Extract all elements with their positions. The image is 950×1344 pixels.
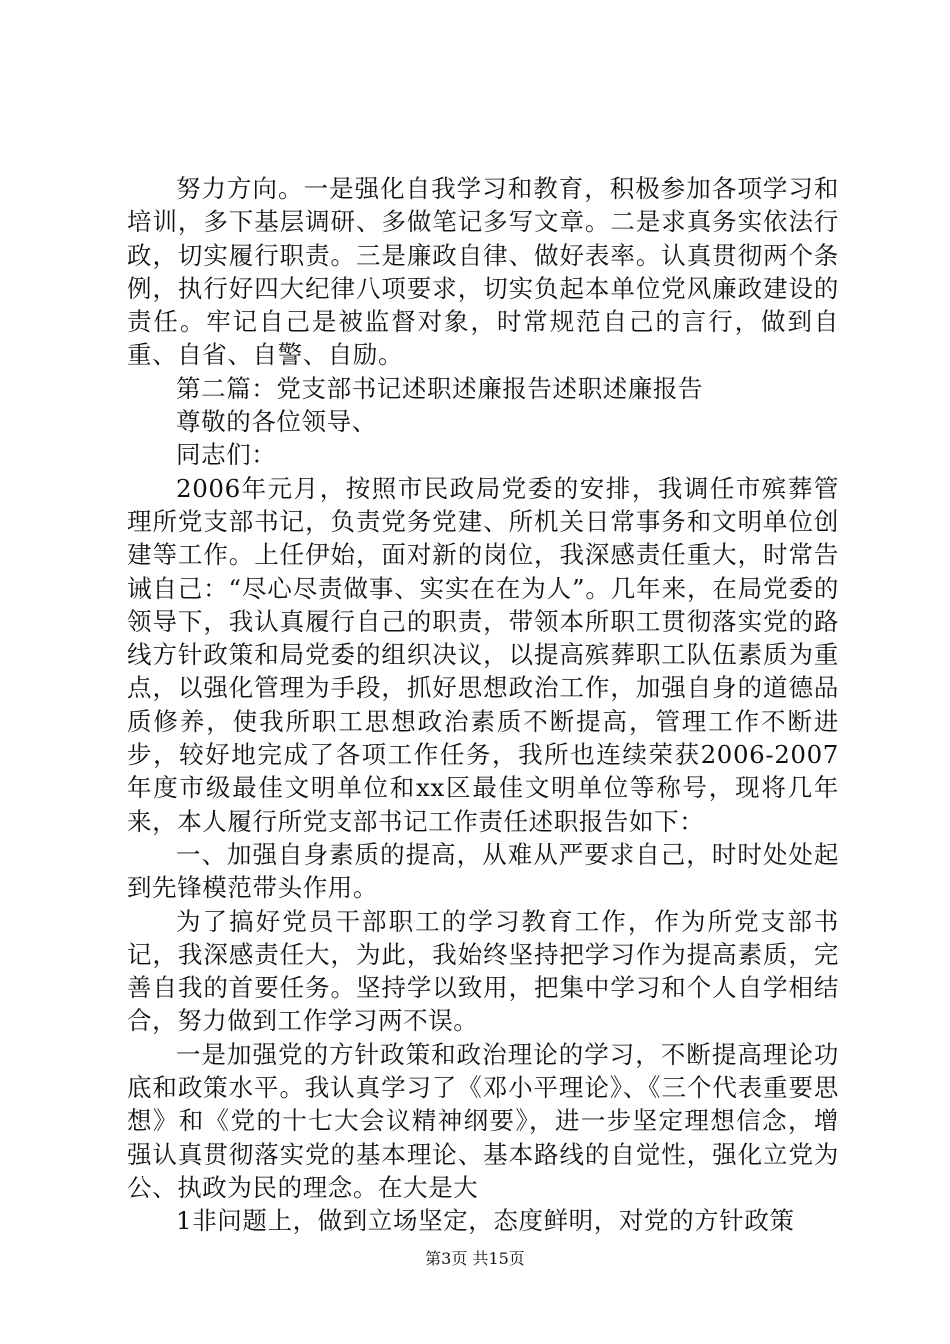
paragraph-study: 为了搞好党员干部职工的学习教育工作，作为所党支部书记，我深感责任大，为此，我始终坚持把学习作为提高素质，完善自我的首要任务。坚持学以致用，把集中学习和个人自学相结合，努力做到工作学习两不误。 [127,906,839,1036]
page-number-footer: 第3页 共15页 [425,1249,525,1268]
paragraph-intro: 努力方向。一是强化自我学习和教育，积极参加各项学习和培训，多下基层调研、多做笔记多写文章。二是求真务实依法行政，切实履行职责。三是廉政自律、做好表率。认真贯彻两个条例，执行好四大纪律八项要求，切实负起本单位党风廉政建设的责任。牢记自己是被监督对象，时常规范自己的言行，做到自重、自省、自警、自励。 [127,174,839,370]
paragraph-point-one: 一、加强自身素质的提高，从难从严要求自己，时时处处起到先锋模范带头作用。 [127,839,839,903]
section-title: 第二篇：党支部书记述职述廉报告述职述廉报告 [176,373,704,403]
paragraph-theory: 一是加强党的方针政策和政治理论的学习，不断提高理论功底和政策水平。我认真学习了《邓小平理论》、《三个代表重要思想》和《党的十七大会议精神纲要》，进一步坚定理想信念，增强认真贯彻落实党的基本理论、基本路线的自觉性，强化立党为公、执政为民的理念。在大是大 [127,1039,839,1202]
document-body [127,172,839,1238]
salutation-line-2: 同志们： [176,440,277,470]
salutation-line-1: 尊敬的各位领导、 [176,407,377,437]
paragraph-background: 2006年元月，按照市民政局党委的安排，我调任市殡葬管理所党支部书记，负责党务党建、所机关日常事务和文明单位创建等工作。上任伊始，面对新的岗位，我深感责任重大，时常告诫自己：“尽心尽责做事、实实在在为人”。几年来，在局党委的领导下，我认真履行自己的职责，带领本所职工贯彻落实党的路线方针政策和局党委的组织决议，以提高殡葬职工队伍素质为重点，以强化管理为手段，抓好思想政治工作，加强自身的道德品质修养，使我所职工思想政治素质不断提高，管理工作不断进步，较好地完成了各项工作任务，我所也连续荣获2006-2007年度市级最佳文明单位和xx区最佳文明单位等称号，现将几年来，本人履行所党支部书记工作责任述职报告如下： [127,473,839,836]
paragraph-continued: 1非问题上，做到立场坚定，态度鲜明，对党的方针政策 [176,1206,795,1236]
